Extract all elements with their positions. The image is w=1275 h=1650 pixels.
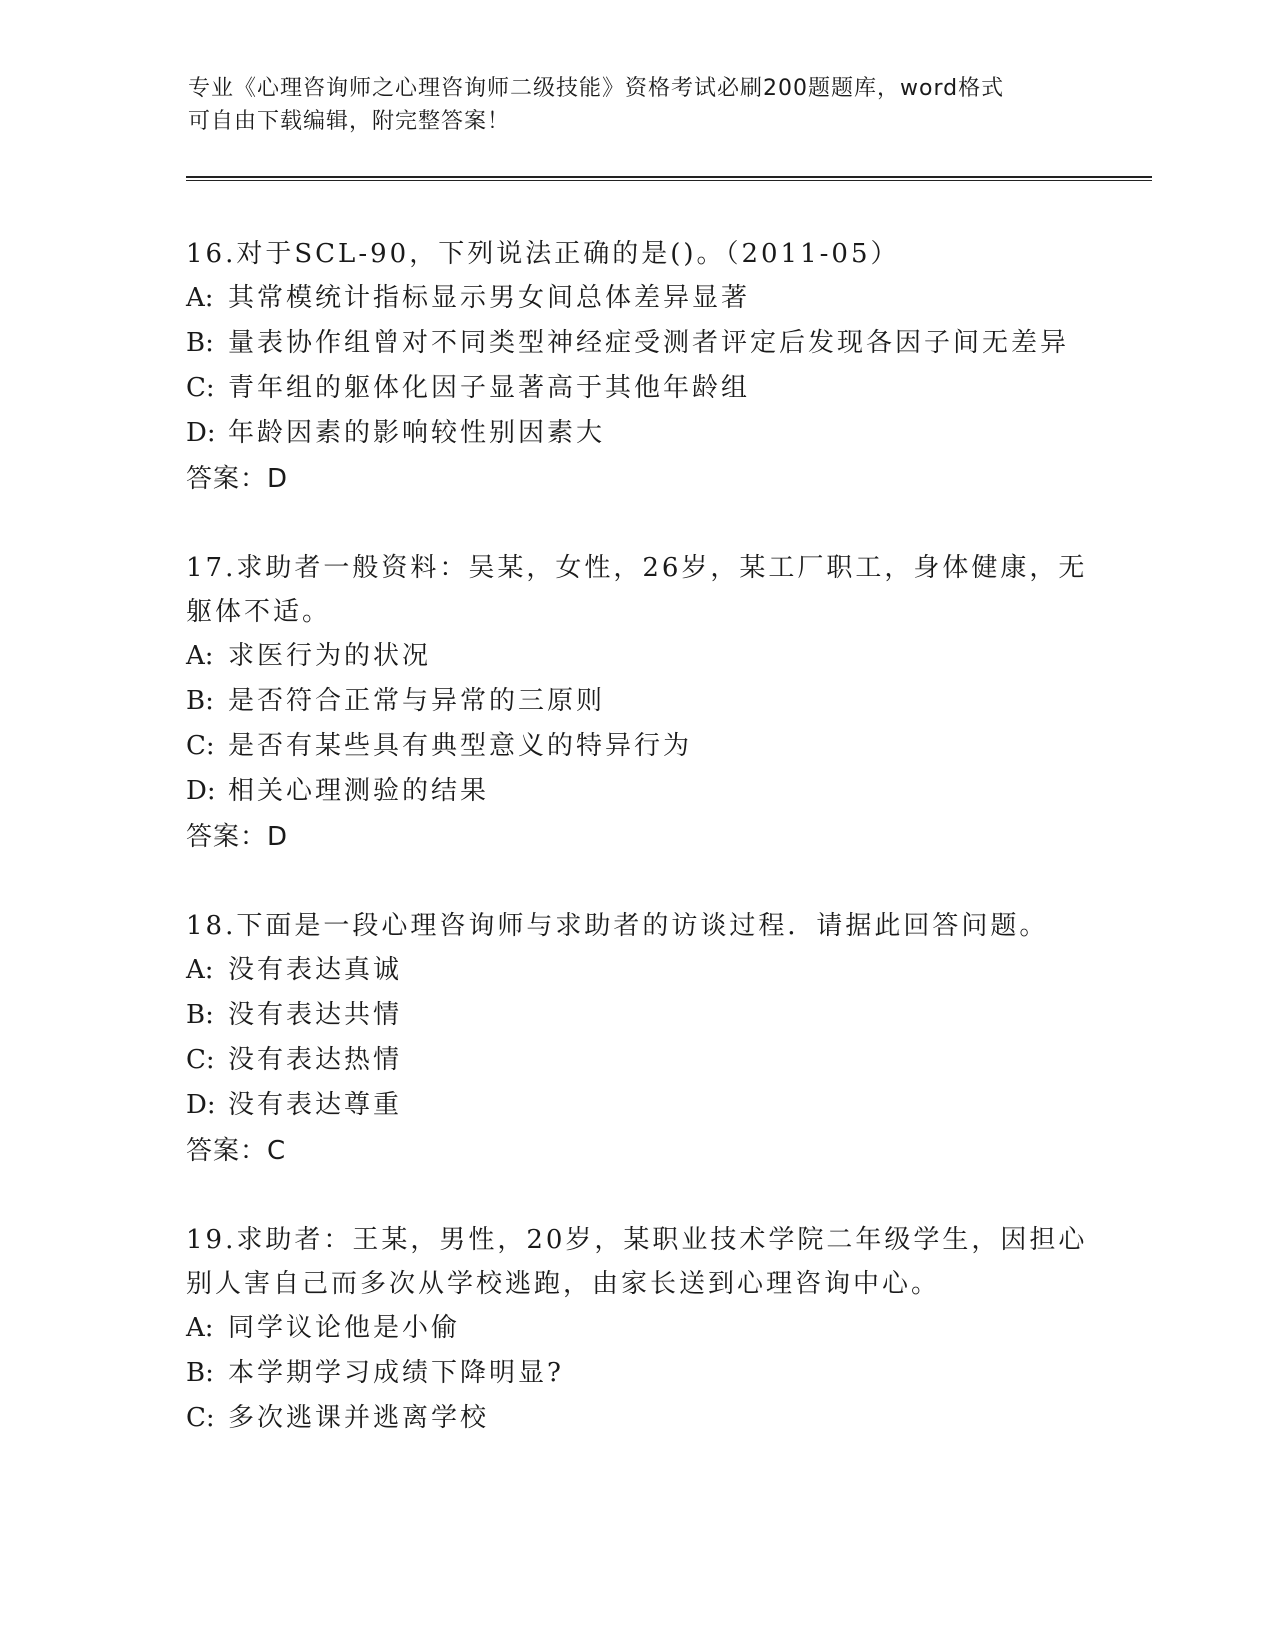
option-c xyxy=(186,366,1086,411)
option-letter: A: xyxy=(186,641,214,671)
header-divider xyxy=(186,176,1152,181)
question-stem-line: 别人害自己而多次从学校逃跑，由家长送到心理咨询中心。 xyxy=(186,1269,941,1299)
option-letter: B: xyxy=(186,1000,214,1030)
question-stem xyxy=(186,232,1086,276)
option-letter: C: xyxy=(186,731,215,761)
option-text: 本学期学习成绩下降明显? xyxy=(228,1358,564,1388)
header-line-2: 可自由下载编辑，附完整答案！ xyxy=(188,109,511,134)
question-stem-line: 18.下面是一段心理咨询师与求助者的访谈过程．请据此回答问题。 xyxy=(186,911,1049,941)
question-stem-line: 16.对于SCL-90，下列说法正确的是()。（2011-05） xyxy=(186,239,900,269)
answer-line: 答案：C xyxy=(186,1136,287,1166)
option-text: 同学议论他是小偷 xyxy=(228,1313,461,1343)
option-text: 没有表达热情 xyxy=(228,1045,403,1075)
question-stem xyxy=(186,1218,1086,1306)
question-stem-line: 17.求助者一般资料：吴某，女性，26岁，某工厂职工，身体健康，无 xyxy=(186,553,1088,583)
option-a xyxy=(186,1306,1086,1351)
option-text: 没有表达共情 xyxy=(228,1000,403,1030)
document-header xyxy=(188,72,1088,138)
option-b xyxy=(186,321,1086,366)
option-letter: C: xyxy=(186,373,215,403)
spacer xyxy=(186,1174,1086,1218)
spacer xyxy=(186,502,1086,546)
question-19 xyxy=(186,1218,1086,1441)
option-a xyxy=(186,948,1086,993)
option-d xyxy=(186,1083,1086,1128)
option-letter: B: xyxy=(186,328,214,358)
option-text: 其常模统计指标显示男女间总体差异显著 xyxy=(228,283,751,313)
option-text: 是否符合正常与异常的三原则 xyxy=(228,686,606,716)
option-letter: B: xyxy=(186,1358,214,1388)
option-b xyxy=(186,679,1086,724)
question-17 xyxy=(186,546,1086,860)
option-text: 没有表达尊重 xyxy=(228,1090,403,1120)
option-letter: C: xyxy=(186,1045,215,1075)
option-text: 年龄因素的影响较性别因素大 xyxy=(228,418,606,448)
option-a xyxy=(186,634,1086,679)
option-d xyxy=(186,769,1086,814)
spacer xyxy=(186,860,1086,904)
option-b xyxy=(186,993,1086,1038)
question-stem-line: 躯体不适。 xyxy=(186,597,332,627)
header-line-1: 专业《心理咨询师之心理咨询师二级技能》资格考试必刷200题题库，word格式 xyxy=(188,76,1005,101)
question-16 xyxy=(186,232,1086,502)
option-text: 求医行为的状况 xyxy=(228,641,432,671)
option-text: 相关心理测验的结果 xyxy=(228,776,490,806)
option-letter: A: xyxy=(186,283,214,313)
option-letter: A: xyxy=(186,955,214,985)
question-stem xyxy=(186,904,1086,948)
question-stem-line: 19.求助者：王某，男性，20岁，某职业技术学院二年级学生，因担心 xyxy=(186,1225,1088,1255)
option-text: 量表协作组曾对不同类型神经症受测者评定后发现各因子间无差异 xyxy=(228,328,1070,358)
option-b xyxy=(186,1351,1086,1396)
option-d xyxy=(186,411,1086,456)
option-letter: B: xyxy=(186,686,214,716)
option-letter: C: xyxy=(186,1403,215,1433)
question-stem xyxy=(186,546,1086,634)
option-a xyxy=(186,276,1086,321)
option-c xyxy=(186,1396,1086,1441)
option-letter: D: xyxy=(186,1090,216,1120)
option-letter: D: xyxy=(186,776,216,806)
answer-line: 答案：D xyxy=(186,822,289,852)
option-text: 青年组的躯体化因子显著高于其他年龄组 xyxy=(228,373,751,403)
answer-line: 答案：D xyxy=(186,464,289,494)
option-letter: D: xyxy=(186,418,216,448)
option-letter: A: xyxy=(186,1313,214,1343)
option-c xyxy=(186,1038,1086,1083)
question-18 xyxy=(186,904,1086,1174)
option-c xyxy=(186,724,1086,769)
option-text: 多次逃课并逃离学校 xyxy=(228,1403,490,1433)
question-list xyxy=(186,232,1086,1441)
option-text: 没有表达真诚 xyxy=(228,955,403,985)
option-text: 是否有某些具有典型意义的特异行为 xyxy=(228,731,693,761)
